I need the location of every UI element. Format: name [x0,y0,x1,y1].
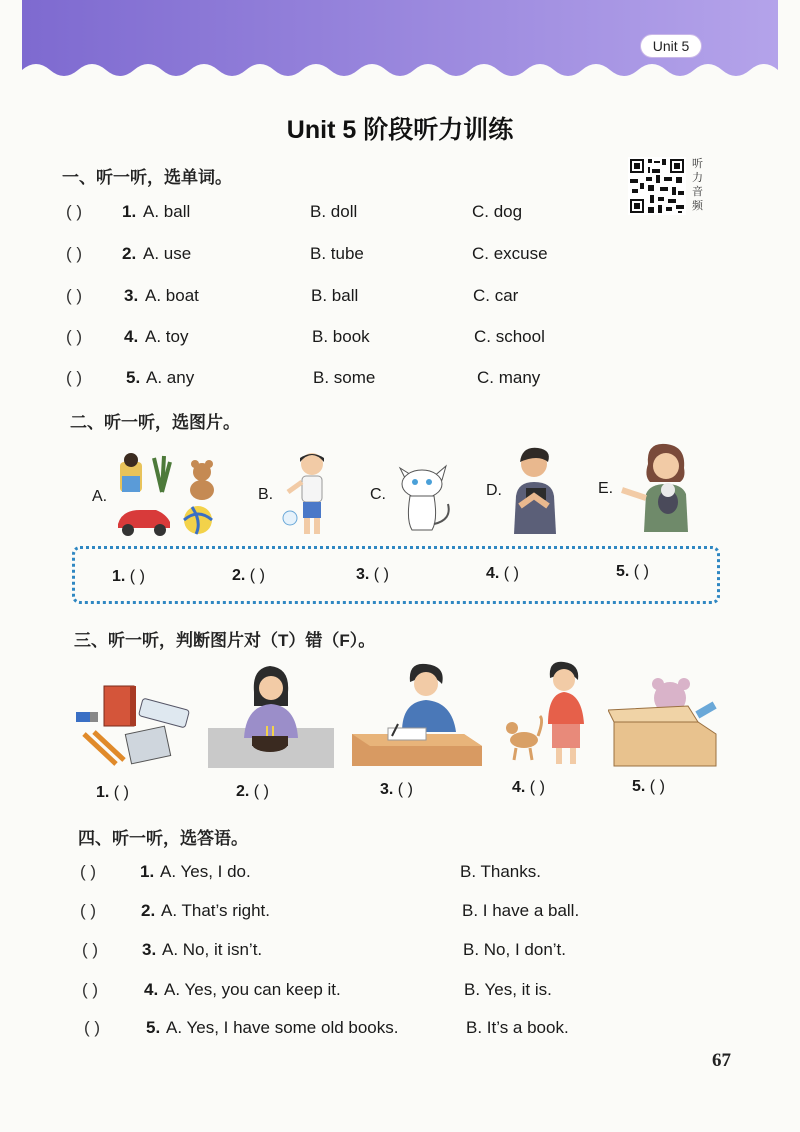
option-a: A. any [146,368,195,387]
answer-paren[interactable]: ( ) [66,327,83,346]
answer-number: 1. [112,568,126,585]
option-a: A. Yes, you can keep it. [164,980,341,999]
question-number: 3. [142,940,157,959]
option-c: C. many [477,368,541,387]
question-number: 1. [140,862,155,881]
s3-answer-4[interactable] [512,779,545,797]
question-number: 1. [122,202,137,221]
option-a: A. Yes, I do. [160,862,251,881]
section3-title: 三、听一听，判断图片对（T）错（F）。 [74,631,376,650]
s4-question-1 [0,862,800,892]
answer-number: 1. [96,784,110,801]
toys-picture [112,452,222,538]
answer-paren[interactable]: ( ) [82,940,99,959]
option-b: B. I have a ball. [462,901,580,920]
option-a: A. use [143,244,192,263]
answer-blank[interactable]: ( ) [397,781,413,798]
picture-label-c: C. [370,486,386,503]
s1-question-5 [0,368,800,398]
page-number: 67 [712,1050,731,1071]
answer-blank[interactable]: ( ) [529,779,545,796]
answer-number: 4. [486,565,500,582]
option-a: A. ball [143,202,191,221]
option-b: B. Yes, it is. [464,980,552,999]
option-a: A. That’s right. [161,901,270,920]
s2-answer-5[interactable] [616,563,649,581]
option-c: C. school [474,327,545,346]
answer-paren[interactable]: ( ) [80,901,97,920]
s4-question-2 [0,901,800,931]
answer-paren[interactable]: ( ) [82,980,99,999]
answer-blank[interactable]: ( ) [249,567,265,584]
s2-answer-1[interactable] [112,568,145,586]
option-a: A. boat [145,286,199,305]
question-number: 3. [124,286,139,305]
s1-question-4 [0,327,800,357]
boy-with-toy-picture [508,446,564,534]
s1-question-3 [0,286,800,316]
s2-answer-4[interactable] [486,565,519,583]
s2-answer-2[interactable] [232,567,265,585]
s3-answer-1[interactable] [96,784,129,802]
s1-question-1 [0,202,800,232]
girl-with-bird-picture [620,442,702,532]
qr-label: 听力音频 [692,158,703,212]
option-b: B. doll [310,202,358,221]
question-number: 5. [146,1018,161,1037]
answer-blank[interactable]: ( ) [649,778,665,795]
answer-paren[interactable]: ( ) [66,368,83,387]
stationery-picture [72,682,194,768]
answer-number: 2. [236,783,250,800]
answer-paren[interactable]: ( ) [84,1018,101,1037]
answer-blank[interactable]: ( ) [373,566,389,583]
answer-number: 2. [232,567,246,584]
option-b: B. book [312,327,370,346]
picture-label-d: D. [486,482,502,499]
s4-question-5 [0,1018,800,1048]
answer-paren[interactable]: ( ) [66,244,83,263]
option-b: B. some [313,368,376,387]
section2-title: 二、听一听，选图片。 [70,413,240,432]
answer-blank[interactable]: ( ) [113,784,129,801]
question-number: 4. [144,980,159,999]
option-b: B. It’s a book. [466,1018,569,1037]
option-a: A. Yes, I have some old books. [166,1018,399,1037]
answer-blank[interactable]: ( ) [129,568,145,585]
cat-picture [392,460,456,534]
page-title: Unit 5 阶段听力训练 [286,116,514,144]
answer-number: 5. [632,778,646,795]
answer-blank[interactable]: ( ) [253,783,269,800]
picture-label-b: B. [258,486,274,503]
s1-question-2 [0,244,800,274]
s3-answer-3[interactable] [380,781,413,799]
section4-title: 四、听一听，选答语。 [78,829,248,848]
answer-paren[interactable]: ( ) [66,202,83,221]
s4-question-3 [0,940,800,970]
answer-number: 4. [512,779,526,796]
option-b: B. No, I don’t. [463,940,566,959]
question-number: 2. [122,244,137,263]
answer-blank[interactable]: ( ) [633,563,649,580]
unit-tab: Unit 5 [640,34,702,58]
option-c: C. dog [472,202,523,221]
s3-answer-5[interactable] [632,778,665,796]
section1-title: 一、听一听，选单词。 [62,168,232,187]
answer-number: 3. [356,566,370,583]
answer-number: 5. [616,563,630,580]
bear-in-box-picture [608,676,720,768]
answer-paren[interactable]: ( ) [66,286,83,305]
boy-writing-picture [352,662,482,766]
question-number: 4. [124,327,139,346]
option-b: B. ball [311,286,359,305]
question-number: 2. [141,901,156,920]
answer-paren[interactable]: ( ) [80,862,97,881]
s3-answer-2[interactable] [236,783,269,801]
s2-answer-3[interactable] [356,566,389,584]
picture-label-a: A. [92,488,108,505]
girl-with-cat-picture [504,660,592,766]
option-a: A. No, it isn’t. [162,940,263,959]
question-number: 5. [126,368,141,387]
option-c: C. car [473,286,519,305]
option-c: C. excuse [472,244,548,263]
answer-number: 3. [380,781,394,798]
boy-with-ball-picture [280,452,340,538]
answer-blank[interactable]: ( ) [503,565,519,582]
s4-question-4 [0,980,800,1010]
option-b: B. Thanks. [460,862,541,881]
option-a: A. toy [145,327,189,346]
picture-label-e: E. [598,480,614,497]
option-b: B. tube [310,244,364,263]
girl-cake-picture [208,662,334,768]
